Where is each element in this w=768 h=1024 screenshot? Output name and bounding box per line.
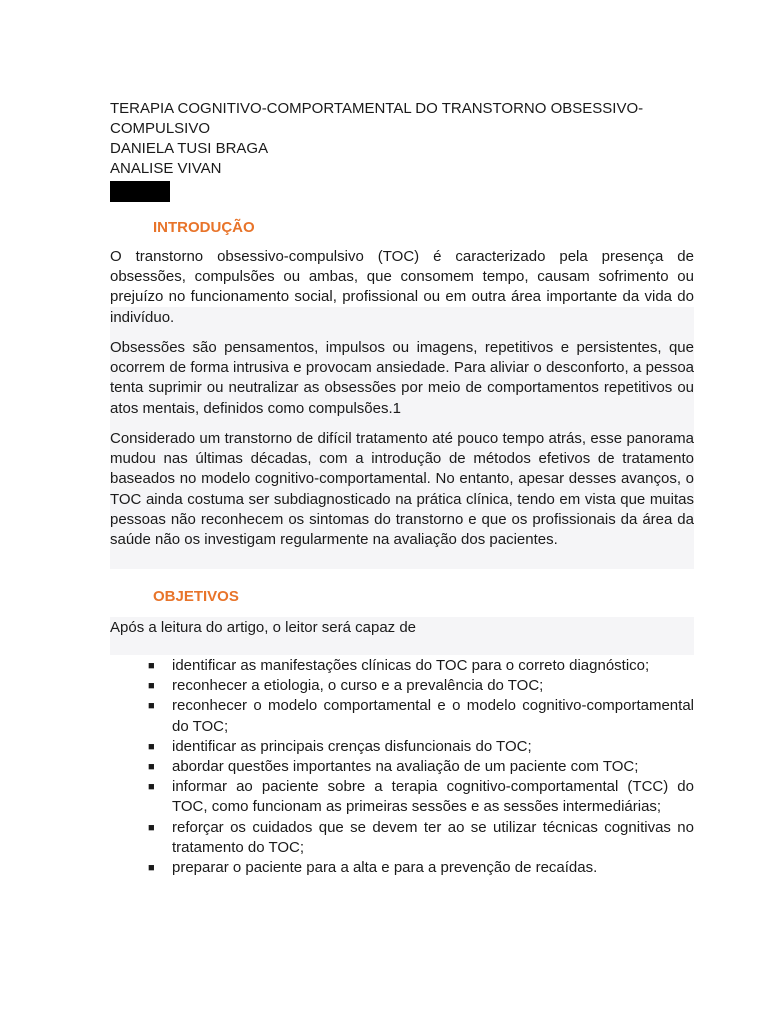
list-item [110,696,694,736]
objetivos-list [110,656,694,878]
list-item-text: reconhecer o modelo comportamental e o modelo cognitivo-comportamental do TOC; [172,697,694,735]
bullet-square-icon: ■ [148,862,155,875]
title-line-2: COMPULSIVO [110,120,211,137]
bullet-square-icon: ■ [148,781,155,794]
list-item-text: reforçar os cuidados que se devem ter ao se utilizar técnicas cognitivas no tratamento do TOC; [172,818,694,856]
intro-paragraph-3: Considerado um transtorno de difícil tratamento até pouco tempo atrás, esse panorama mudou nas últimas décadas, com a introdução de métodos efetivos de tratamento baseados no modelo cognitivo-comportamental. No entanto, apesar desses avanços, o TOC ainda costuma ser subdiagnosticado na prática clínica, tendo em vista que muitas pessoas não reconhecem os sintomas do transtorno e que os profissionais da área da saúde não os investigam regularmente na avaliação dos pacientes. [110,430,694,549]
list-item [110,676,694,696]
list-item [110,777,694,817]
title-line-1: TERAPIA COGNITIVO-COMPORTAMENTAL DO TRANSTORNO OBSESSIVO- [110,100,644,117]
bullet-square-icon: ■ [148,680,155,693]
list-item-text: informar ao paciente sobre a terapia cognitivo-comportamental (TCC) do TOC, como funcionam as primeiras sessões e as sessões intermediárias; [172,778,694,816]
redaction-block [110,181,170,202]
intro-paragraph-1: O transtorno obsessivo-compulsivo (TOC) é caracterizado pela presença de obsessões, compulsões ou ambas, que consomem tempo, causam sofrimento ou prejuízo no funcionamento social, profissional ou em outra área importante da vida do indivíduo. [110,248,694,326]
list-item [110,858,694,878]
list-item [110,818,694,858]
list-item-text: abordar questões importantes na avaliação de um paciente com TOC; [172,758,639,776]
bullet-square-icon: ■ [148,660,155,672]
list-item [110,737,694,757]
author-2: ANALISE VIVAN [110,160,222,177]
heading-objetivos: OBJETIVOS [153,588,239,605]
bullet-square-icon: ■ [148,821,155,834]
list-item [110,757,694,777]
list-item-text: identificar as principais crenças disfuncionais do TOC; [172,737,532,755]
bullet-square-icon: ■ [148,761,155,774]
list-item-text: reconhecer a etiologia, o curso e a prevalência do TOC; [172,677,544,695]
list-item-text: preparar o paciente para a alta e para a prevenção de recaídas. [172,859,598,877]
heading-introducao: INTRODUÇÃO [153,219,255,236]
list-item-text: identificar as manifestações clínicas do TOC para o correto diagnóstico; [172,657,650,674]
objetivos-intro: Após a leitura do artigo, o leitor será capaz de [110,619,417,636]
bullet-square-icon: ■ [148,740,155,753]
document-header [110,99,700,179]
intro-paragraph-2: Obsessões são pensamentos, impulsos ou imagens, repetitivos e persistentes, que ocorrem de forma intrusiva e provocam ansiedade. Para aliviar o desconforto, a pessoa tenta suprimir ou neutralizar as obsessões por meio de comportamentos repetitivos ou atos mentais, definidos como compulsões.1 [110,339,694,417]
bullet-square-icon: ■ [148,700,155,713]
list-item [110,656,694,676]
author-1: DANIELA TUSI BRAGA [110,140,269,157]
